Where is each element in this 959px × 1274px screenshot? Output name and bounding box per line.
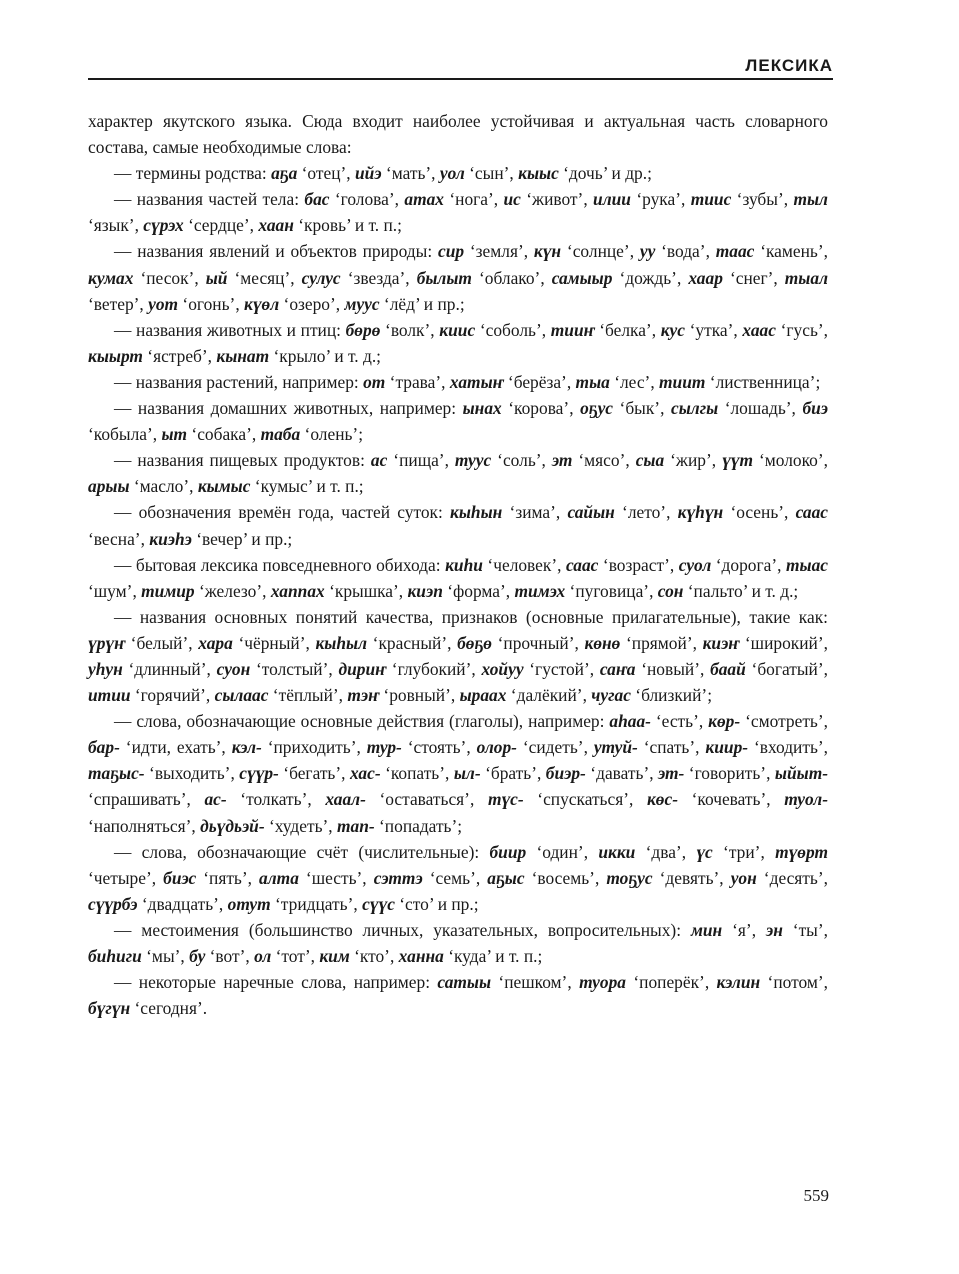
text-run: ‘спускаться’, [523,789,647,810]
text-run: ‘железо’, [194,580,271,601]
yakut-word: хойуу [481,658,524,679]
text-run: — некоторые наречные слова, например: [114,972,438,993]
text-run: ‘жир’, [664,450,723,471]
yakut-word: мин [690,919,723,940]
paragraph [88,447,828,499]
text-run: ‘пища’, [387,450,455,471]
text-run: ‘отец’, [297,163,355,184]
yakut-word: биһиги [88,946,142,966]
yakut-word: сылгы [670,398,719,419]
text-run: ‘брать’, [480,763,546,784]
text-run: ‘кобыла’, [88,424,162,445]
yakut-word: уон [730,867,757,888]
yakut-word: сайын [567,502,615,523]
yakut-word: күөл [244,293,280,314]
text-run: ‘пять’, [196,867,260,888]
yakut-word: тииҥ [550,319,595,340]
yakut-word: кыырт [88,345,143,366]
text-run: ‘богатый’, [745,658,829,679]
yakut-word: бас [304,189,330,210]
paragraph [88,395,828,447]
yakut-word: от [363,371,386,392]
yakut-word: ыт [161,424,188,445]
text-run: ‘попадать’; [374,815,463,836]
yakut-word: тимэх [514,580,566,601]
text-run: ‘широкий’, [739,632,828,653]
yakut-word: ыраах [459,685,507,706]
text-run: ‘мы’, [141,946,190,966]
yakut-word: туора [579,972,626,993]
yakut-word: уот [148,293,179,314]
yakut-word: ыл- [453,763,481,784]
text-run: ‘мясо’, [572,450,636,471]
yakut-word: тап- [336,815,375,836]
text-run: ‘белый’, [125,632,199,653]
text-run: ‘вода’, [655,241,716,262]
yakut-word: уу [639,241,656,262]
yakut-word: итии [88,685,131,706]
yakut-word: кус [660,319,685,340]
yakut-word: былыт [416,267,472,288]
yakut-word: саҥа [599,658,636,679]
yakut-word: дьүдьэй- [200,815,265,836]
yakut-word: биэ [802,398,829,419]
paragraph [88,708,828,838]
text-run: — термины родства: [114,163,272,184]
text-run: ‘соболь’, [475,319,551,340]
yakut-word: бүгүн [88,998,131,1019]
text-run: ‘мать’, [381,163,440,184]
text-run: ‘один’, [526,841,599,862]
text-run: ‘снег’, [722,267,785,288]
yakut-word: тиис [690,189,732,210]
text-run: ‘сегодня’. [130,998,208,1019]
paragraph [88,839,828,917]
yakut-word: күһүн [677,502,724,523]
text-run: ‘земля’, [464,241,534,262]
text-run: ‘потом’, [760,972,828,993]
paragraph [88,238,828,316]
yakut-word: киһи [445,554,483,575]
text-run: ‘спать’, [637,737,706,758]
yakut-word: суол [678,554,712,575]
yakut-word: кыһыл [315,632,368,653]
text-run: ‘озеро’, [279,293,345,314]
text-run: — названия пищевых продуктов: [114,450,371,471]
text-run: ‘далёкий’, [506,685,592,706]
text-run: ‘семь’, [422,867,488,888]
text-run: ‘десять’, [756,867,828,888]
text-run: ‘зубы’, [731,189,794,210]
yakut-word: сэттэ [373,867,423,888]
text-run: ‘голова’, [329,189,405,210]
text-run: ‘копать’, [380,763,454,784]
yakut-word: көс- [646,789,678,810]
text-run: ‘смотреть’, [740,711,828,732]
text-run: — названия растений, например: [114,371,364,392]
yakut-word: бөрө [345,319,381,340]
yakut-word: хаас [742,319,776,340]
text-run: ‘толкать’, [226,789,326,810]
paragraph [88,604,828,708]
yakut-word: икки [598,841,636,862]
text-run: — названия животных и птиц: [114,319,346,340]
yakut-word: сылаас [214,685,269,706]
text-run: ‘масло’, [129,476,198,497]
yakut-word: эт [551,450,573,471]
yakut-word: тыас [786,554,829,575]
text-run: ‘песок’, [133,267,206,288]
text-run: ‘гусь’, [775,319,829,340]
yakut-word: түс- [487,789,524,810]
yakut-word: сон [657,580,684,601]
yakut-word: хаал- [325,789,366,810]
text-run: ‘спрашивать’, [88,789,205,810]
text-run: ‘облако’, [471,267,552,288]
text-run: ‘глубокий’, [386,658,482,679]
text-run: ‘лес’, [609,371,660,392]
yakut-word: ийэ [355,163,382,184]
yakut-word: сатыы [437,972,492,993]
text-run: ‘огонь’, [178,293,245,314]
yakut-word: үрүҥ [88,632,126,653]
text-run: ‘корова’, [501,398,581,419]
text-run: ‘солнце’, [561,241,640,262]
yakut-word: туол- [784,789,828,810]
text-run: — обозначения времён года, частей суток: [114,502,451,523]
text-run: ‘камень’, [754,241,828,262]
text-run: ‘волк’, [380,319,440,340]
text-run: ‘лошадь’, [718,398,803,419]
yakut-word: сулус [301,267,341,288]
yakut-word: кумах [88,267,134,288]
text-run: — бытовая лексика повседневного обихода: [114,554,446,575]
text-run: ‘горячий’, [130,685,215,706]
text-run: ‘крыло’ и т. д.; [269,345,381,366]
yakut-word: тур- [366,737,402,758]
yakut-word: хара [198,632,233,653]
yakut-word: уһун [88,658,123,679]
yakut-word: хас- [349,763,381,784]
yakut-word: хатыҥ [449,371,504,392]
yakut-word: тыал [784,267,828,288]
yakut-word: киис [439,319,476,340]
yakut-word: таас [715,241,755,262]
text-run: ‘прочный’, [492,632,585,653]
yakut-word: алта [259,867,299,888]
yakut-word: дириҥ [338,658,387,679]
yakut-word: биэс [163,867,197,888]
yakut-word: хаппах [270,580,325,601]
text-run: ‘густой’, [523,658,600,679]
text-run: ‘сто’ и пр.; [394,893,479,914]
text-run: — слова, обозначающие счёт (числительные): [114,841,490,862]
yakut-word: бөҕө [457,632,492,653]
text-run: ‘двадцать’, [137,893,228,914]
paragraph [88,186,828,238]
text-run: ‘близкий’; [630,685,713,706]
text-run: ‘кочевать’, [678,789,785,810]
yakut-word: таҕыс- [88,763,145,784]
text-run: ‘утка’, [684,319,743,340]
text-run: ‘сидеть’, [516,737,594,758]
text-run: — названия домашних животных, например: [114,398,463,419]
yakut-word: ынах [462,398,502,419]
text-run: ‘есть’, [650,711,709,732]
yakut-word: эн [766,919,783,940]
yakut-word: үс [696,841,713,862]
yakut-word: ол [254,946,272,966]
yakut-word: көр- [708,711,741,732]
yakut-word: сүрэх [143,215,184,236]
yakut-word: олор- [476,737,517,758]
text-run: ‘вечер’ и пр.; [191,528,293,549]
yakut-word: ханна [398,946,444,966]
yakut-word: чугас [591,685,631,706]
paragraph [88,499,828,551]
text-run: ‘месяц’, [227,267,302,288]
text-run: ‘кровь’ и т. п.; [293,215,402,236]
paragraph [88,317,828,369]
text-run: ‘весна’, [88,528,150,549]
yakut-word: ас [370,450,388,471]
text-run: ‘возраст’, [598,554,679,575]
yakut-word: ким [319,946,350,966]
text-run: ‘соль’, [491,450,552,471]
yakut-word: тоҕус [606,867,653,888]
text-run: ‘лето’, [614,502,678,523]
yakut-word: үүт [722,450,753,471]
text-run: ‘давать’, [585,763,659,784]
yakut-word: муус [344,293,380,314]
text-run: ‘нога’, [444,189,504,210]
text-run: ‘чёрный’, [232,632,316,653]
text-run: ‘наполняться’, [88,815,201,836]
text-run: ‘пальто’ и т. д.; [683,580,799,601]
text-run: ‘тот’, [271,946,320,966]
paragraph [88,369,828,395]
text-run: — местоимения (большинство личных, указательных, вопросительных): [114,919,691,940]
text-run: ‘выходить’, [144,763,240,784]
text-run: ‘ястреб’, [142,345,217,366]
paragraph [88,969,828,1021]
yakut-word: кымыс [197,476,251,497]
yakut-word: утуй- [593,737,638,758]
paragraph [88,160,828,186]
text-run: ‘поперёк’, [625,972,717,993]
yakut-word: кэл- [231,737,262,758]
text-run: ‘осень’, [723,502,796,523]
text-run: ‘шесть’, [298,867,374,888]
text-run: ‘пешком’, [491,972,580,993]
text-run: ‘дочь’ и др.; [558,163,652,184]
yakut-word: таба [260,424,301,445]
text-run: ‘входить’, [748,737,829,758]
text-run: ‘приходить’, [261,737,367,758]
yakut-word: бар- [88,737,120,758]
yakut-word: киир- [705,737,749,758]
text-run: ‘шум’, [88,580,142,601]
text-run: — слова, обозначающие основные действия (глаголы), например: [114,711,610,732]
text-run: ‘сердце’, [183,215,259,236]
yakut-word: бу [189,946,206,966]
text-run: ‘два’, [635,841,697,862]
yakut-word: ис [503,189,521,210]
text-run: — названия явлений и объектов природы: [114,241,438,262]
yakut-word: киэһэ [149,528,192,549]
text-run: ‘дорога’, [711,554,786,575]
text-run: ‘длинный’, [122,658,217,679]
yakut-word: аҕыс [487,867,525,888]
header-title: ЛЕКСИКА [745,56,833,75]
yakut-word: аҕа [271,163,298,184]
yakut-word: тыл [793,189,828,210]
text-run: ‘звезда’, [340,267,417,288]
yakut-word: хаан [258,215,294,236]
text-run: ‘человек’, [482,554,566,575]
text-run: ‘кумыс’ и т. п.; [250,476,364,497]
text-run: ‘говорить’, [684,763,775,784]
text-run: ‘бык’, [613,398,671,419]
yakut-word: уол [439,163,465,184]
text-run: ‘тёплый’, [268,685,348,706]
yakut-word: самыыр [551,267,613,288]
text-run: ‘прямой’, [620,632,703,653]
yakut-word: тыа [575,371,610,392]
yakut-word: кэлин [716,972,761,993]
text-run: ‘форма’, [442,580,515,601]
yakut-word: киэҥ [702,632,740,653]
yakut-word: тимир [141,580,195,601]
yakut-word: саас [795,502,828,523]
yakut-word: илии [593,189,631,210]
yakut-word: кынат [216,345,270,366]
text-run: ‘живот’, [520,189,594,210]
yakut-word: ый [205,267,228,288]
yakut-word: киэп [407,580,443,601]
yakut-word: оҕус [580,398,614,419]
text-run: ‘зима’, [502,502,568,523]
yakut-word: кыыс [518,163,559,184]
yakut-word: көнө [584,632,621,653]
running-header [88,52,833,80]
paragraph [88,552,828,604]
text-run: ‘трава’, [385,371,450,392]
text-run: ‘четыре’, [88,867,164,888]
text-run: ‘новый’, [635,658,711,679]
text-run: ‘худеть’, [264,815,337,836]
text-run: ‘я’, [722,919,766,940]
yakut-word: ас- [204,789,227,810]
text-run: ‘кто’, [349,946,399,966]
yakut-word: сүүр- [239,763,279,784]
yakut-word: хаар [688,267,723,288]
text-run: ‘рука’, [630,189,691,210]
text-run: ‘ветер’, [88,293,149,314]
yakut-word: биэр- [545,763,586,784]
yakut-word: сыа [635,450,665,471]
yakut-word: суон [216,658,251,679]
text-run: ‘ты’, [782,919,829,940]
page-number: 559 [803,1186,829,1205]
text-run: ‘крышка’, [324,580,408,601]
yakut-word: сүүрбэ [88,893,138,914]
yakut-word: баай [710,658,746,679]
text-run: характер якутского языка. Сюда входит наиболее устойчивая и актуальная часть словарного состава, самые необходимые слова: [88,111,828,158]
text-run: ‘куда’ и т. п.; [443,946,543,966]
yakut-word: арыы [88,476,130,497]
yakut-word: отут [227,893,271,914]
text-run: ‘берёза’, [503,371,576,392]
text-run: ‘белка’, [594,319,661,340]
text-run: ‘толстый’, [250,658,339,679]
yakut-word: тиит [659,371,706,392]
yakut-word: ыйыт- [774,763,829,784]
text-run: ‘дождь’, [612,267,689,288]
yakut-word: сүүс [362,893,395,914]
text-run: ‘вот’, [205,946,255,966]
text-run: ‘красный’, [367,632,458,653]
paragraph [88,108,828,160]
paragraph [88,917,828,969]
text-run: ‘идти, ехать’, [119,737,232,758]
yakut-word: туус [454,450,492,471]
text-run: — названия частей тела: [114,189,305,210]
text-run: ‘ровный’, [379,685,460,706]
yakut-word: тэҥ [347,685,380,706]
text-run: ‘молоко’, [753,450,829,471]
text-run: ‘три’, [712,841,776,862]
text-run: ‘пуговица’, [565,580,658,601]
yakut-word: сир [437,241,465,262]
text-run: ‘олень’; [300,424,364,445]
text-run: ‘стоять’, [401,737,477,758]
text-run: ‘тридцать’, [270,893,363,914]
text-run: ‘собака’, [187,424,261,445]
text-run: ‘оставаться’, [365,789,488,810]
yakut-word: атах [404,189,444,210]
text-run: ‘восемь’, [524,867,607,888]
text-run: — названия основных понятий качества, признаков (основные прилагательные), такие как: [114,606,828,627]
text-run: ‘лиственница’; [705,371,821,392]
yakut-word: эт- [658,763,685,784]
text-run: ‘сын’, [464,163,519,184]
text-run: ‘язык’, [88,215,144,236]
yakut-word: түөрт [775,841,828,862]
text-run: ‘лёд’ и пр.; [379,293,465,314]
yakut-word: кыһын [450,502,503,523]
page-body [88,108,828,1021]
yakut-word: аһаа- [609,711,651,732]
text-run: ‘девять’, [652,867,731,888]
yakut-word: саас [566,554,599,575]
yakut-word: биир [489,841,527,862]
text-run: ‘бегать’, [278,763,350,784]
yakut-word: күн [533,241,562,262]
